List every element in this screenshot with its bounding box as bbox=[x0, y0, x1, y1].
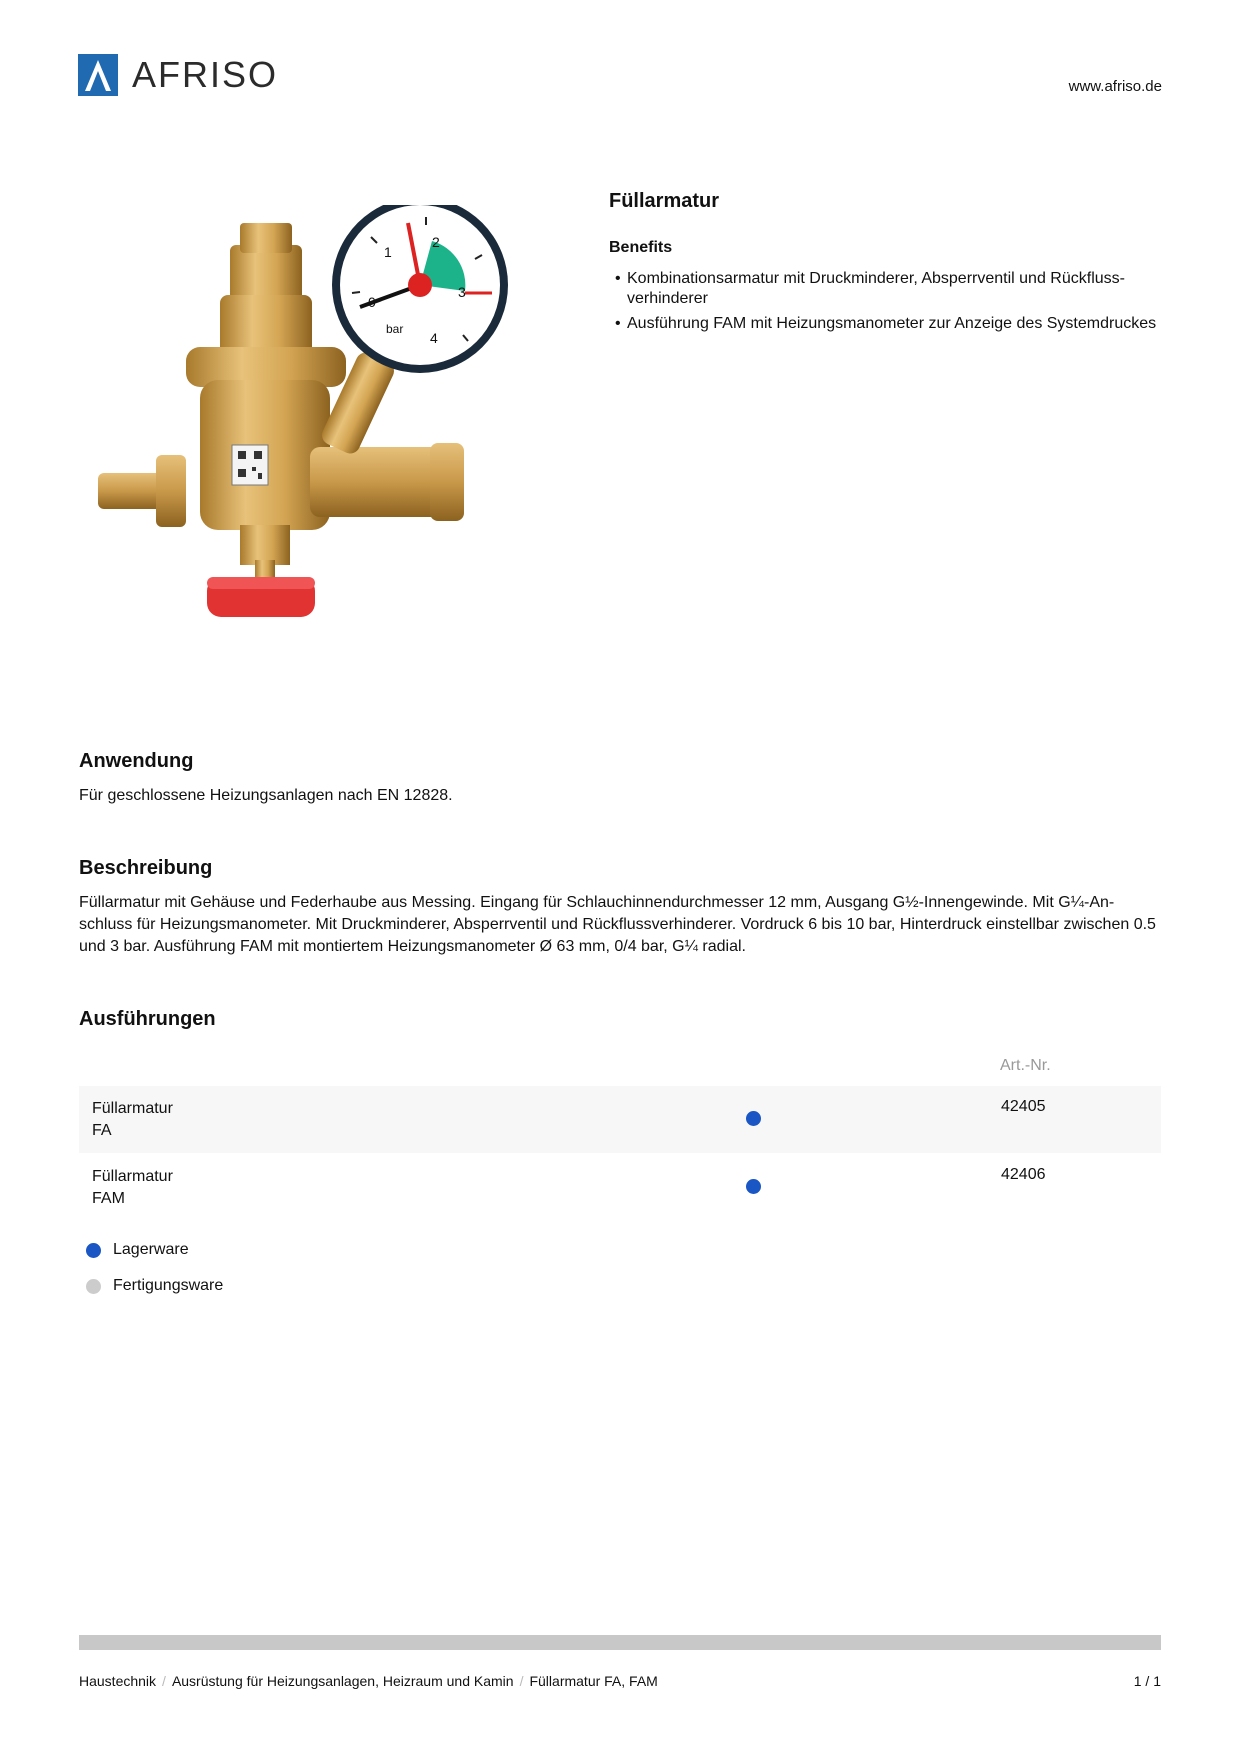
breadcrumb-item[interactable]: Ausrüstung für Heizungsanlagen, Heizraum und Kamin bbox=[171, 1673, 514, 1689]
section-text: Für geschlossene Heizungsanlagen nach EN 12828. bbox=[79, 787, 453, 804]
afriso-logo bbox=[78, 54, 278, 96]
legend-label: Lagerware bbox=[113, 1241, 189, 1258]
breadcrumb-separator: / bbox=[519, 1673, 524, 1689]
gauge-unit: bar bbox=[386, 322, 404, 336]
breadcrumb-separator: / bbox=[162, 1673, 166, 1689]
availability-dot-icon bbox=[746, 1111, 761, 1126]
breadcrumb-item[interactable]: Füllarmatur FA, FAM bbox=[529, 1673, 658, 1689]
legend-label: Fertigungsware bbox=[113, 1277, 224, 1294]
section-ausfuehrungen bbox=[79, 1008, 1161, 1043]
afriso-logo-icon bbox=[78, 54, 118, 96]
product-info bbox=[609, 190, 1169, 339]
gauge-tick-4: 4 bbox=[430, 330, 438, 346]
gauge-tick-1: 1 bbox=[384, 244, 392, 260]
section-text: Füllarmatur mit Gehäuse und Federhaube aus Messing. Eingang für Schlauchinnendurchmesser 12 mm, Ausgang G½-Innengewinde. Mit G¼-Anschluss für Heizungsmanometer. Mit Druckminderer, Absperrventil und Rückflussverhinderer. Vordruck 6 bis 10 bar, Hinterdruck einstellbar zwischen 0.5 und 3 bar. Ausführung FAM mit montiertem Heizungsmanometer Ø 63 mm, 0/4 bar, G¼ radial. bbox=[79, 894, 1156, 955]
variant-name-line2: FAM bbox=[92, 1190, 125, 1207]
variant-name bbox=[92, 1098, 173, 1142]
column-header-artnr: Art.-Nr. bbox=[1000, 1057, 1051, 1074]
gauge-tick-2: 2 bbox=[432, 234, 440, 250]
product-title: Füllarmatur bbox=[609, 190, 720, 212]
variant-name-line2: FA bbox=[92, 1122, 112, 1139]
benefit-item: • Kombinationsarmatur mit Druckminderer, Absperrventil und Rückflussverhinderer bbox=[609, 269, 1169, 309]
legend-item-fertigungsware bbox=[86, 1277, 486, 1295]
table-row bbox=[79, 1086, 1161, 1153]
variant-name bbox=[92, 1166, 173, 1210]
variants-table-header bbox=[79, 1057, 1161, 1077]
page-number: 1 / 1 bbox=[1133, 1673, 1161, 1689]
benefit-item: • Ausführung FAM mit Heizungsmanometer zur Anzeige des Systemdruckes bbox=[609, 314, 1169, 334]
section-anwendung bbox=[79, 750, 1161, 807]
breadcrumb bbox=[79, 1673, 658, 1689]
section-beschreibung bbox=[79, 857, 1161, 958]
legend-dot-icon bbox=[86, 1279, 101, 1294]
brand-name: AFRISO bbox=[132, 54, 279, 95]
footer-divider bbox=[79, 1635, 1161, 1650]
article-number: 42406 bbox=[1001, 1166, 1046, 1183]
variant-name-line1: Füllarmatur bbox=[92, 1168, 173, 1185]
availability-dot-icon bbox=[746, 1179, 761, 1194]
table-row bbox=[79, 1154, 1161, 1221]
section-heading: Ausführungen bbox=[79, 1008, 216, 1030]
section-heading: Beschreibung bbox=[79, 857, 213, 879]
gauge-tick-3: 3 bbox=[458, 284, 466, 300]
section-heading: Anwendung bbox=[79, 750, 194, 772]
benefits-list bbox=[609, 269, 1169, 334]
article-number: 42405 bbox=[1001, 1098, 1046, 1115]
legend-item-lagerware bbox=[86, 1241, 486, 1259]
product-image bbox=[90, 205, 570, 675]
breadcrumb-item[interactable]: Haustechnik bbox=[79, 1673, 157, 1689]
benefits-heading: Benefits bbox=[609, 239, 673, 256]
legend-dot-icon bbox=[86, 1243, 101, 1258]
website-link[interactable]: www.afriso.de bbox=[1068, 78, 1162, 95]
gauge-tick-0: 0 bbox=[368, 294, 376, 310]
variant-name-line1: Füllarmatur bbox=[92, 1100, 173, 1117]
